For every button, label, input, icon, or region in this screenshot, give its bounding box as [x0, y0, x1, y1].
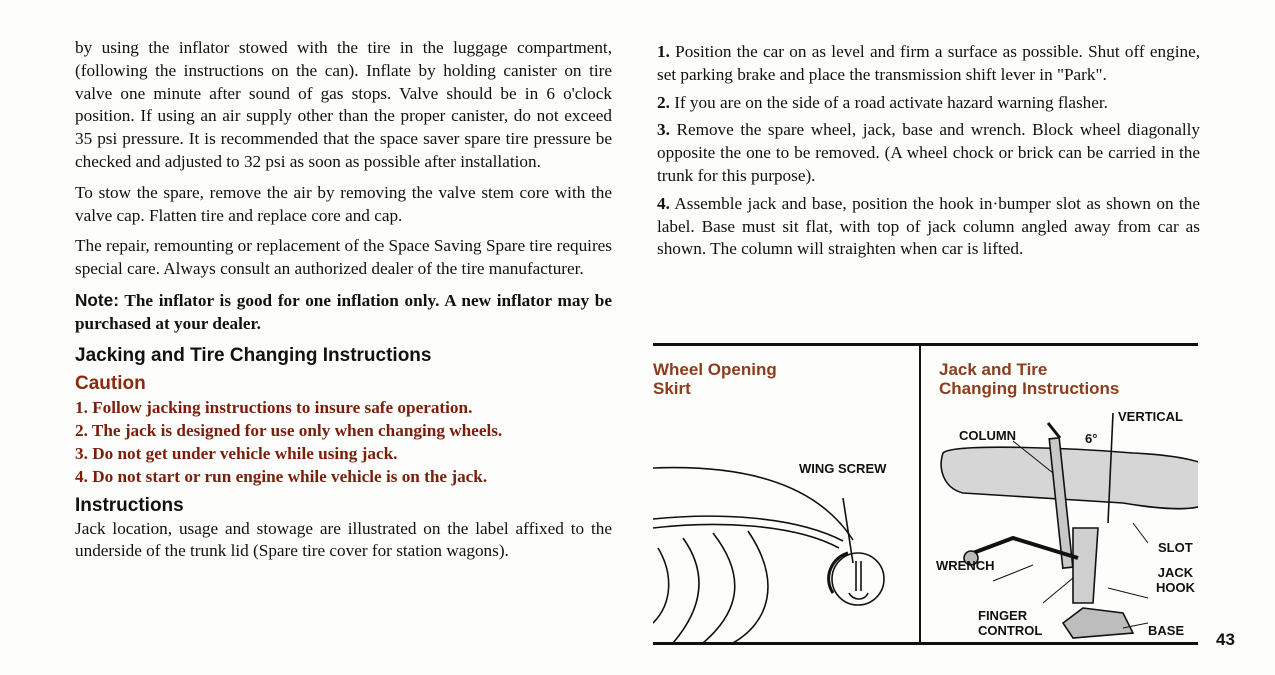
label-column: COLUMN: [959, 428, 1017, 443]
instructions-heading: Instructions: [75, 494, 184, 516]
label-finger-control: [978, 608, 1042, 638]
step-2: [657, 92, 1200, 115]
label-base: BASE: [1148, 623, 1185, 638]
step-number: 2.: [657, 92, 670, 112]
label-vertical: VERTICAL: [1118, 409, 1183, 424]
caution-heading: Caution: [75, 372, 146, 394]
figure-title-skirt: [653, 360, 777, 398]
label-line: JACK: [1157, 565, 1194, 580]
paragraph-stow-spare: To stow the spare, remove the air by removing the valve stem core with the valve cap. Flatten tire and replace core and cap.: [75, 182, 612, 225]
page-number: 43: [1216, 630, 1235, 649]
title-line: Changing Instructions: [939, 379, 1120, 398]
title-line: Wheel Opening: [653, 360, 777, 379]
label-slot: SLOT: [1158, 540, 1193, 555]
label-angle: 6°: [1085, 431, 1098, 446]
label-jack-hook: [1156, 565, 1195, 595]
step-number: 4.: [657, 193, 670, 213]
caution-list: [75, 396, 612, 488]
note-label: Note:: [75, 289, 119, 310]
caution-item: 1. Follow jacking instructions to insure safe operation.: [75, 397, 473, 417]
step-text: Assemble jack and base, position the hook in·bumper slot as shown on the label. Base must sit flat, with top of jack column angled away from car as shown. The column will straighten when car is lifted.: [657, 193, 1200, 259]
label-line: CONTROL: [978, 623, 1043, 638]
right-column: [657, 41, 1200, 266]
caution-item: 4. Do not start or run engine while vehicle is on the jack.: [75, 466, 488, 486]
caution-item: 2. The jack is designed for use only when changing wheels.: [75, 420, 503, 440]
step-1: [657, 41, 1200, 87]
label-line: FINGER: [978, 608, 1028, 623]
step-text: Remove the spare wheel, jack, base and wrench. Block wheel diagonally opposite the one to be removed. (A wheel chock or brick can be carried in the trunk for this purpose).: [657, 120, 1200, 185]
step-number: 1.: [657, 42, 670, 61]
step-4: [657, 193, 1200, 261]
label-wing-screw: WING SCREW: [799, 461, 887, 476]
step-text: Position the car on as level and firm a surface as possible. Shut off engine, set parking brake and place the transmission shift lever in "Park".: [657, 42, 1200, 84]
step-number: 3.: [657, 120, 670, 140]
illustration-panel: [653, 343, 1198, 645]
label-wrench: WRENCH: [936, 558, 995, 573]
label-line: HOOK: [1156, 580, 1195, 595]
caution-item: 3. Do not get under vehicle while using jack.: [75, 443, 398, 463]
left-column: [75, 37, 612, 571]
paragraph-inflator: by using the inflator stowed with the tire in the luggage compartment, (following the instructions on the can). Inflate by holding canister on tire valve one minute after sound of gas stops. Valve should be in 6 o'clock position. If using an air supply other than the proper canister, do not exceed 35 psi pressure. It is recommended that the space saver spare tire pressure be checked and adjusted to 32 psi as soon as possible after installation.: [75, 38, 612, 171]
note-text: The inflator is good for one inflation only. A new inflator may be purchased at your dealer.: [75, 290, 612, 333]
step-text: If you are on the side of a road activate hazard warning flasher.: [674, 92, 1108, 112]
note: [75, 289, 612, 336]
step-3: [657, 119, 1200, 187]
section-heading: Jacking and Tire Changing Instructions: [75, 344, 432, 366]
figure-title-jack: [939, 360, 1119, 398]
instructions-text: Jack location, usage and stowage are illustrated on the label affixed to the underside of the trunk lid (Spare tire cover for station wagons).: [75, 518, 612, 561]
title-line: Skirt: [653, 379, 691, 398]
title-line: Jack and Tire: [939, 360, 1048, 379]
paragraph-repair: The repair, remounting or replacement of the Space Saving Spare tire requires special care. Always consult an authorized dealer of the tire manufacturer.: [75, 236, 612, 279]
